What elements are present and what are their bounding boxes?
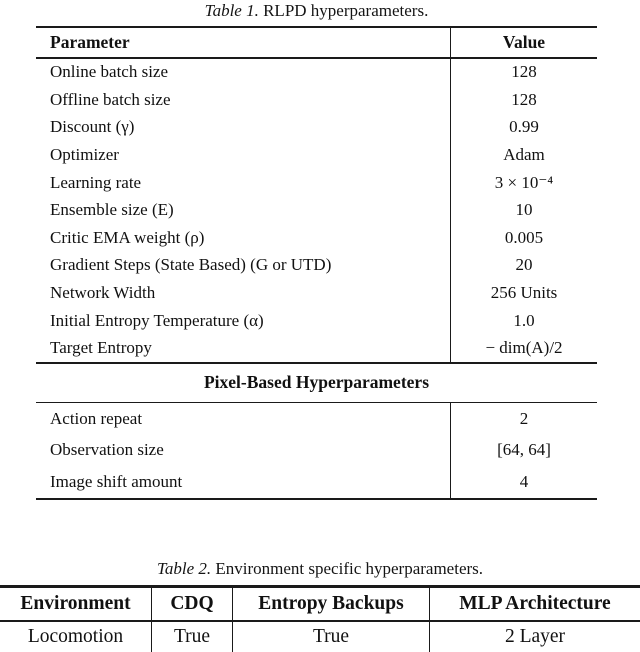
table2-header-cdq: CDQ (151, 588, 232, 620)
value-cell: 0.99 (450, 114, 597, 142)
table-row (36, 114, 597, 142)
table2-header-environment: Environment (20, 593, 131, 614)
table-row (36, 307, 597, 335)
value-cell: 10 (450, 196, 597, 224)
parameter-cell: Discount (γ) (50, 117, 135, 137)
table-row (36, 466, 597, 498)
environment-cell: Locomotion (27, 625, 124, 647)
value-cell: 20 (450, 252, 597, 280)
table2-caption-label: Table 2. (156, 559, 212, 578)
table2-caption (0, 558, 640, 580)
table1-caption (36, 0, 597, 22)
table2 (0, 558, 640, 652)
table-row (36, 252, 597, 280)
parameter-cell: Learning rate (50, 172, 142, 192)
parameter-cell: Offline batch size (50, 89, 171, 109)
table-row (36, 224, 597, 252)
parameter-cell: Gradient Steps (State Based) (G or UTD) (50, 255, 332, 275)
table1-header-value: Value (450, 28, 597, 57)
value-cell: 1.0 (450, 307, 597, 335)
parameter-cell: Ensemble size (E) (50, 200, 174, 220)
table1-header-parameter: Parameter (50, 32, 130, 52)
table2-header-mlp-architecture: MLP Architecture (429, 588, 640, 620)
cdq-cell: True (151, 622, 232, 652)
parameter-cell: Initial Entropy Temperature (α) (50, 310, 264, 330)
table-row (36, 435, 597, 467)
value-cell: 128 (450, 86, 597, 114)
value-cell: 128 (450, 59, 597, 87)
value-cell: 4 (450, 466, 597, 498)
table-row (36, 334, 597, 362)
table2-header-row (0, 588, 640, 620)
table1-section-header: Pixel-Based Hyperparameters (203, 372, 429, 393)
parameter-cell: Image shift amount (50, 471, 183, 491)
value-cell: 256 Units (450, 279, 597, 307)
table2-caption-text: Environment specific hyperparameters. (215, 559, 484, 578)
table1-header-row (36, 28, 597, 57)
parameter-cell: Optimizer (50, 145, 119, 165)
parameter-cell: Target Entropy (50, 338, 152, 358)
value-cell: [64, 64] (450, 435, 597, 467)
table1 (36, 0, 597, 500)
table1-caption-label: Table 1. (204, 1, 259, 20)
value-cell: 3 × 10⁻⁴ (450, 169, 597, 197)
parameter-cell: Critic EMA weight (ρ) (50, 227, 205, 247)
entropy-backups-cell: True (232, 622, 429, 652)
table-row (36, 59, 597, 87)
table-row (36, 279, 597, 307)
table1-caption-text: RLPD hyperparameters. (263, 1, 429, 20)
table1-bottomrule (36, 498, 597, 500)
table-row (36, 196, 597, 224)
table-row (0, 622, 640, 652)
value-cell: 2 (450, 403, 597, 435)
parameter-cell: Observation size (50, 440, 164, 460)
mlp-architecture-cell: 2 Layer (429, 622, 640, 652)
parameter-cell: Action repeat (50, 408, 143, 428)
value-cell: 0.005 (450, 224, 597, 252)
table-row (36, 141, 597, 169)
table-row (36, 403, 597, 435)
parameter-cell: Network Width (50, 283, 156, 303)
table-row (36, 169, 597, 197)
parameter-cell: Online batch size (50, 62, 169, 82)
value-cell: − dim(A)/2 (450, 334, 597, 362)
table2-header-entropy-backups: Entropy Backups (232, 588, 429, 620)
table-row (36, 86, 597, 114)
value-cell: Adam (450, 141, 597, 169)
